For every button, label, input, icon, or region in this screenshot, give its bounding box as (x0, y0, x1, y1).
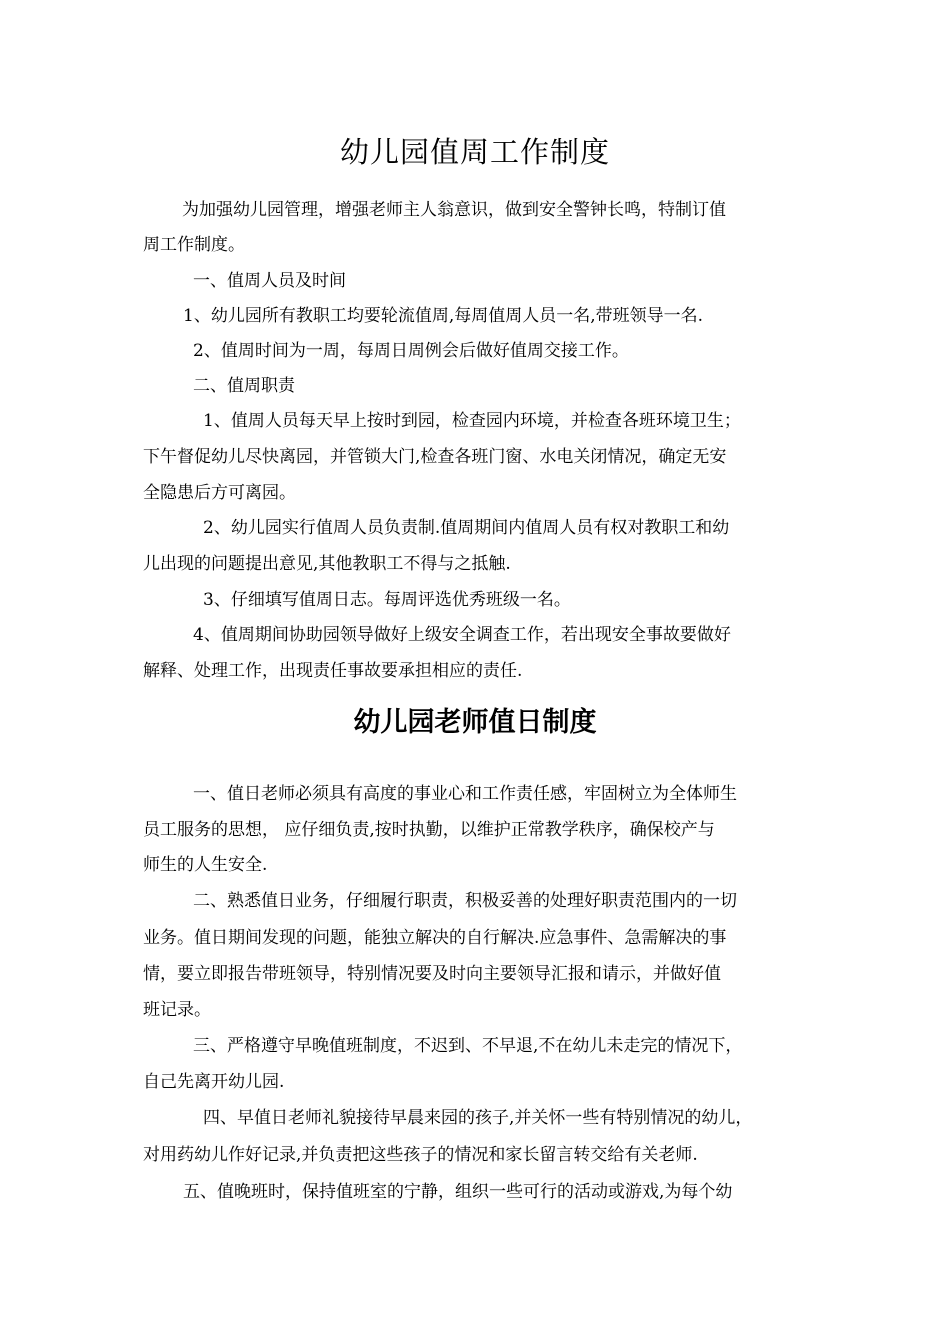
text-line: 4、值周期间协助园领导做好上级安全调查工作，若出现安全事故要做好 (193, 625, 731, 645)
text-line: 1、值周人员每天早上按时到园，检查园内环境，并检查各班环境卫生； (203, 411, 741, 431)
text-line: 五、值晚班时，保持值班室的宁静，组织一些可行的活动或游戏,为每个幼 (183, 1182, 733, 1202)
text-line: 下午督促幼儿尽快离园，并管锁大门,检查各班门窗、水电关闭情况，确定无安 (143, 447, 727, 467)
page-title-duty-day: 幼儿园老师值日制度 (353, 707, 597, 738)
text-line: 为加强幼儿园管理，增强老师主人翁意识，做到安全警钟长鸣，特制订值 (182, 200, 726, 220)
text-line: 二、熟悉值日业务，仔细履行职责，积极妥善的处理好职责范围内的一切 (193, 891, 737, 911)
page-title-duty-week: 幼儿园值周工作制度 (339, 135, 610, 169)
text-line: 儿出现的问题提出意见,其他教职工不得与之抵触. (143, 554, 511, 574)
text-line: 四、早值日老师礼貌接待早晨来园的孩子,并关怀一些有特别情况的幼儿， (203, 1108, 753, 1128)
text-line: 师生的人生安全. (143, 855, 268, 875)
text-line: 2、幼儿园实行值周人员负责制.值周期间内值周人员有权对教职工和幼 (203, 518, 730, 538)
text-line: 1、幼儿园所有教职工均要轮流值周,每周值周人员一名,带班领导一名. (183, 306, 704, 326)
text-line: 一、值日老师必须具有高度的事业心和工作责任感，牢固树立为全体师生 (193, 784, 737, 804)
text-line: 周工作制度。 (143, 235, 245, 255)
section-heading: 二、值周职责 (193, 376, 295, 396)
text-line: 班记录。 (143, 1000, 211, 1020)
text-line: 自己先离开幼儿园. (143, 1072, 285, 1092)
section-heading: 一、值周人员及时间 (193, 271, 346, 291)
text-line: 全隐患后方可离园。 (143, 483, 296, 503)
text-line: 三、严格遵守早晚值班制度，不迟到、不早退,不在幼儿未走完的情况下， (193, 1036, 743, 1056)
text-line: 情，要立即报告带班领导，特别情况要及时向主要领导汇报和请示，并做好值 (143, 964, 721, 984)
text-line: 业务。值日期间发现的问题，能独立解决的自行解决.应急事件、急需解决的事 (143, 928, 727, 948)
text-line: 2、值周时间为一周，每周日周例会后做好值周交接工作。 (193, 341, 629, 361)
text-line: 解释、处理工作，出现责任事故要承担相应的责任. (143, 661, 523, 681)
text-line: 3、仔细填写值周日志。每周评选优秀班级一名。 (203, 590, 571, 610)
text-line: 对用药幼儿作好记录,并负责把这些孩子的情况和家长留言转交给有关老师. (143, 1145, 698, 1165)
text-line: 员工服务的思想， 应仔细负责,按时执勤，以维护正常教学秩序，确保校产与 (143, 820, 715, 840)
